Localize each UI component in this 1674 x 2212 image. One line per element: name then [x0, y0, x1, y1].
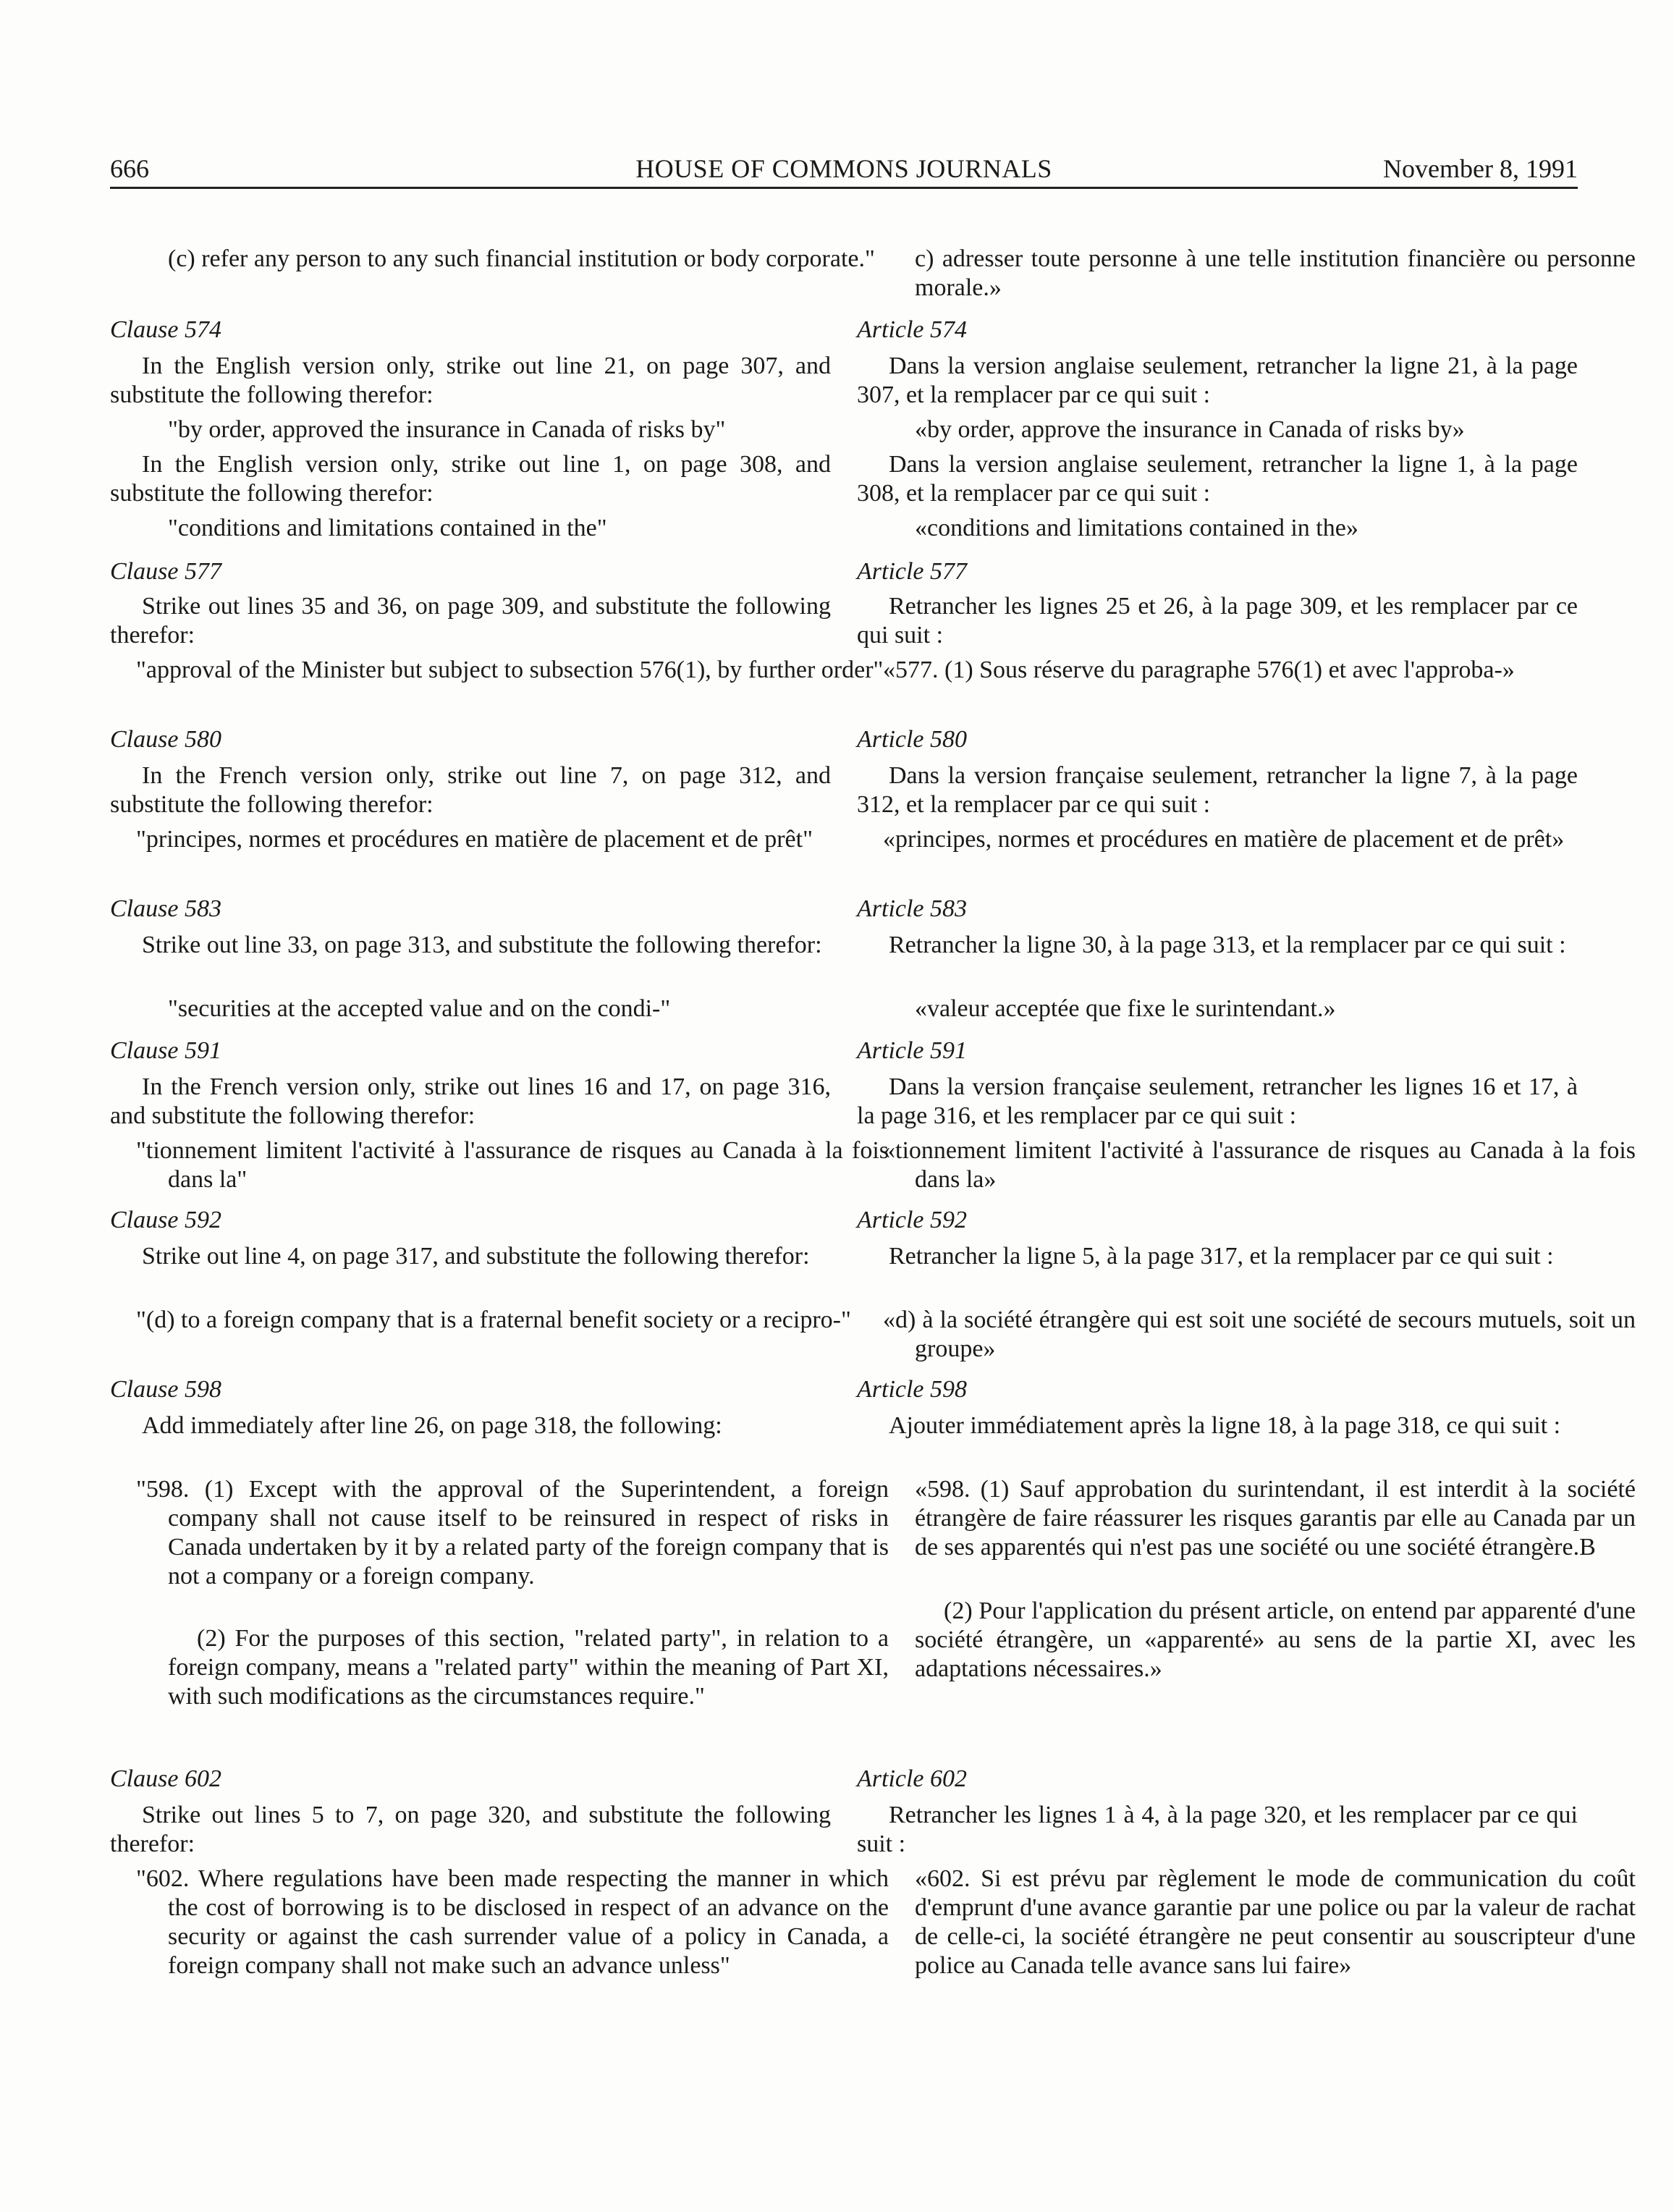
fr-598-instruction: Ajouter immédiatement après la ligne 18, à la page 318, ce qui suit :: [889, 1412, 1561, 1439]
en-heading-577: Clause 577: [110, 558, 221, 585]
fr-heading-583: Article 583: [857, 895, 968, 922]
fr-continuation: c) adresser toute personne à une telle institution financière ou personne morale.»: [915, 245, 1636, 301]
en-574-text-2: "conditions and limitations contained in the": [168, 515, 607, 541]
fr-574-text-1: «by order, approve the insurance in Canada of risks by»: [915, 416, 1465, 443]
fr-577-instruction: Retrancher les lignes 25 et 26, à la page 309, et les remplacer par ce qui suit :: [857, 593, 1578, 649]
en-577-instruction: Strike out lines 35 and 36, on page 309, and substitute the following therefor:: [110, 593, 831, 649]
en-574-text-1: "by order, approved the insurance in Canada of risks by": [168, 416, 726, 443]
en-577-text: "approval of the Minister but subject to subsection 576(1), by further order": [136, 657, 884, 683]
fr-577-text: «577. (1) Sous réserve du paragraphe 576(1) et avec l'approba-»: [883, 657, 1515, 683]
fr-heading-574: Article 574: [857, 316, 968, 343]
page-header: [110, 151, 1578, 189]
en-583-instruction: Strike out line 33, on page 313, and substitute the following therefor:: [142, 932, 822, 958]
fr-574-text-2: «conditions and limitations contained in the»: [915, 515, 1358, 541]
fr-583-instruction: Retrancher la ligne 30, à la page 313, et la remplacer par ce qui suit :: [889, 932, 1566, 958]
fr-heading-580: Article 580: [857, 726, 968, 753]
en-592-text: "(d) to a foreign company that is a fraternal benefit society or a recipro-": [136, 1306, 851, 1333]
page-number: 666: [110, 154, 149, 183]
en-heading-583: Clause 583: [110, 895, 221, 922]
fr-heading-602: Article 602: [857, 1765, 968, 1792]
fr-heading-591: Article 591: [857, 1037, 968, 1064]
en-continuation: (c) refer any person to any such financial institution or body corporate.": [168, 245, 875, 272]
fr-heading-592: Article 592: [857, 1207, 968, 1233]
fr-591-instruction: Dans la version française seulement, retrancher les lignes 16 et 17, à la page 316, et les remplacer par ce qui suit :: [857, 1073, 1578, 1129]
en-580-text: "principes, normes et procédures en matière de placement et de prêt": [136, 826, 813, 853]
en-heading-574: Clause 574: [110, 316, 221, 343]
fr-heading-577: Article 577: [857, 558, 968, 585]
en-598-text-2: (2) For the purposes of this section, "related party", in relation to a foreign company, means a "related party" within the meaning of Part XI, with such modifications as the circumstances require.": [168, 1625, 889, 1710]
en-591-text: "tionnement limitent l'activité à l'assurance de risques au Canada à la fois dans la": [136, 1137, 889, 1193]
en-574-instruction-2: In the English version only, strike out line 1, on page 308, and substitute the following therefor:: [110, 451, 831, 507]
fr-580-instruction: Dans la version française seulement, retrancher la ligne 7, à la page 312, et la remplacer par ce qui suit :: [857, 762, 1578, 818]
en-heading-602: Clause 602: [110, 1765, 221, 1792]
en-heading-591: Clause 591: [110, 1037, 221, 1064]
en-583-text: "securities at the accepted value and on the condi-": [168, 995, 671, 1022]
en-602-text: "602. Where regulations have been made respecting the manner in which the cost of borrowing is to be disclosed in respect of an advance on the security or against the cash surrender value of a policy in Canada, a foreign company shall not make such an advance unless": [136, 1865, 889, 1979]
en-591-instruction: In the French version only, strike out lines 16 and 17, on page 316, and substitute the following therefor:: [110, 1073, 831, 1129]
en-602-instruction: Strike out lines 5 to 7, on page 320, and substitute the following therefor:: [110, 1802, 831, 1857]
fr-598-text-2: (2) Pour l'application du présent article, on entend par apparenté d'une société étrangère, un «apparenté» au sens de la partie XI, avec les adaptations nécessaires.»: [915, 1597, 1636, 1682]
fr-heading-598: Article 598: [857, 1376, 968, 1403]
fr-592-instruction: Retrancher la ligne 5, à la page 317, et la remplacer par ce qui suit :: [889, 1243, 1554, 1270]
fr-583-text: «valeur acceptée que fixe le surintendant.»: [915, 995, 1336, 1022]
fr-574-instruction-1: Dans la version anglaise seulement, retrancher la ligne 21, à la page 307, et la remplacer par ce qui suit :: [857, 353, 1578, 408]
journal-date: November 8, 1991: [1383, 154, 1578, 183]
fr-574-instruction-2: Dans la version anglaise seulement, retrancher la ligne 1, à la page 308, et la remplacer par ce qui suit :: [857, 451, 1578, 507]
fr-602-text: «602. Si est prévu par règlement le mode de communication du coût d'emprunt d'une avance garantie par une police ou par la valeur de rachat de celle-ci, la société étrangère ne peut consentir au souscripteur d'une police au Canada telle avance sans lui faire»: [915, 1865, 1636, 1979]
en-heading-580: Clause 580: [110, 726, 221, 753]
en-574-instruction-1: In the English version only, strike out line 21, on page 307, and substitute the following therefor:: [110, 353, 831, 408]
en-heading-592: Clause 592: [110, 1207, 221, 1233]
en-580-instruction: In the French version only, strike out line 7, on page 312, and substitute the following therefor:: [110, 762, 831, 818]
fr-598-text-1: «598. (1) Sauf approbation du surintendant, il est interdit à la société étrangère de faire réassurer les risques garantis par elle au Canada par un de ses apparentés qui n'est pas une société ou une société étrangère.B: [915, 1476, 1636, 1561]
en-592-instruction: Strike out line 4, on page 317, and substitute the following therefor:: [142, 1243, 810, 1270]
en-heading-598: Clause 598: [110, 1376, 221, 1403]
fr-580-text: «principes, normes et procédures en matière de placement et de prêt»: [883, 826, 1565, 853]
fr-602-instruction: Retrancher les lignes 1 à 4, à la page 320, et les remplacer par ce qui suit :: [857, 1802, 1578, 1857]
fr-592-text: «d) à la société étrangère qui est soit une société de secours mutuels, soit un groupe»: [883, 1306, 1636, 1362]
journal-title: HOUSE OF COMMONS JOURNALS: [635, 154, 1052, 183]
en-598-text-1: "598. (1) Except with the approval of the Superintendent, a foreign company shall not cause itself to be reinsured in respect of risks in Canada undertaken by it by a related party of the foreign company that is not a company or a foreign company.: [136, 1476, 889, 1590]
en-598-instruction: Add immediately after line 26, on page 318, the following:: [142, 1412, 722, 1439]
fr-591-text: «tionnement limitent l'activité à l'assurance de risques au Canada à la fois dans la»: [883, 1137, 1636, 1193]
